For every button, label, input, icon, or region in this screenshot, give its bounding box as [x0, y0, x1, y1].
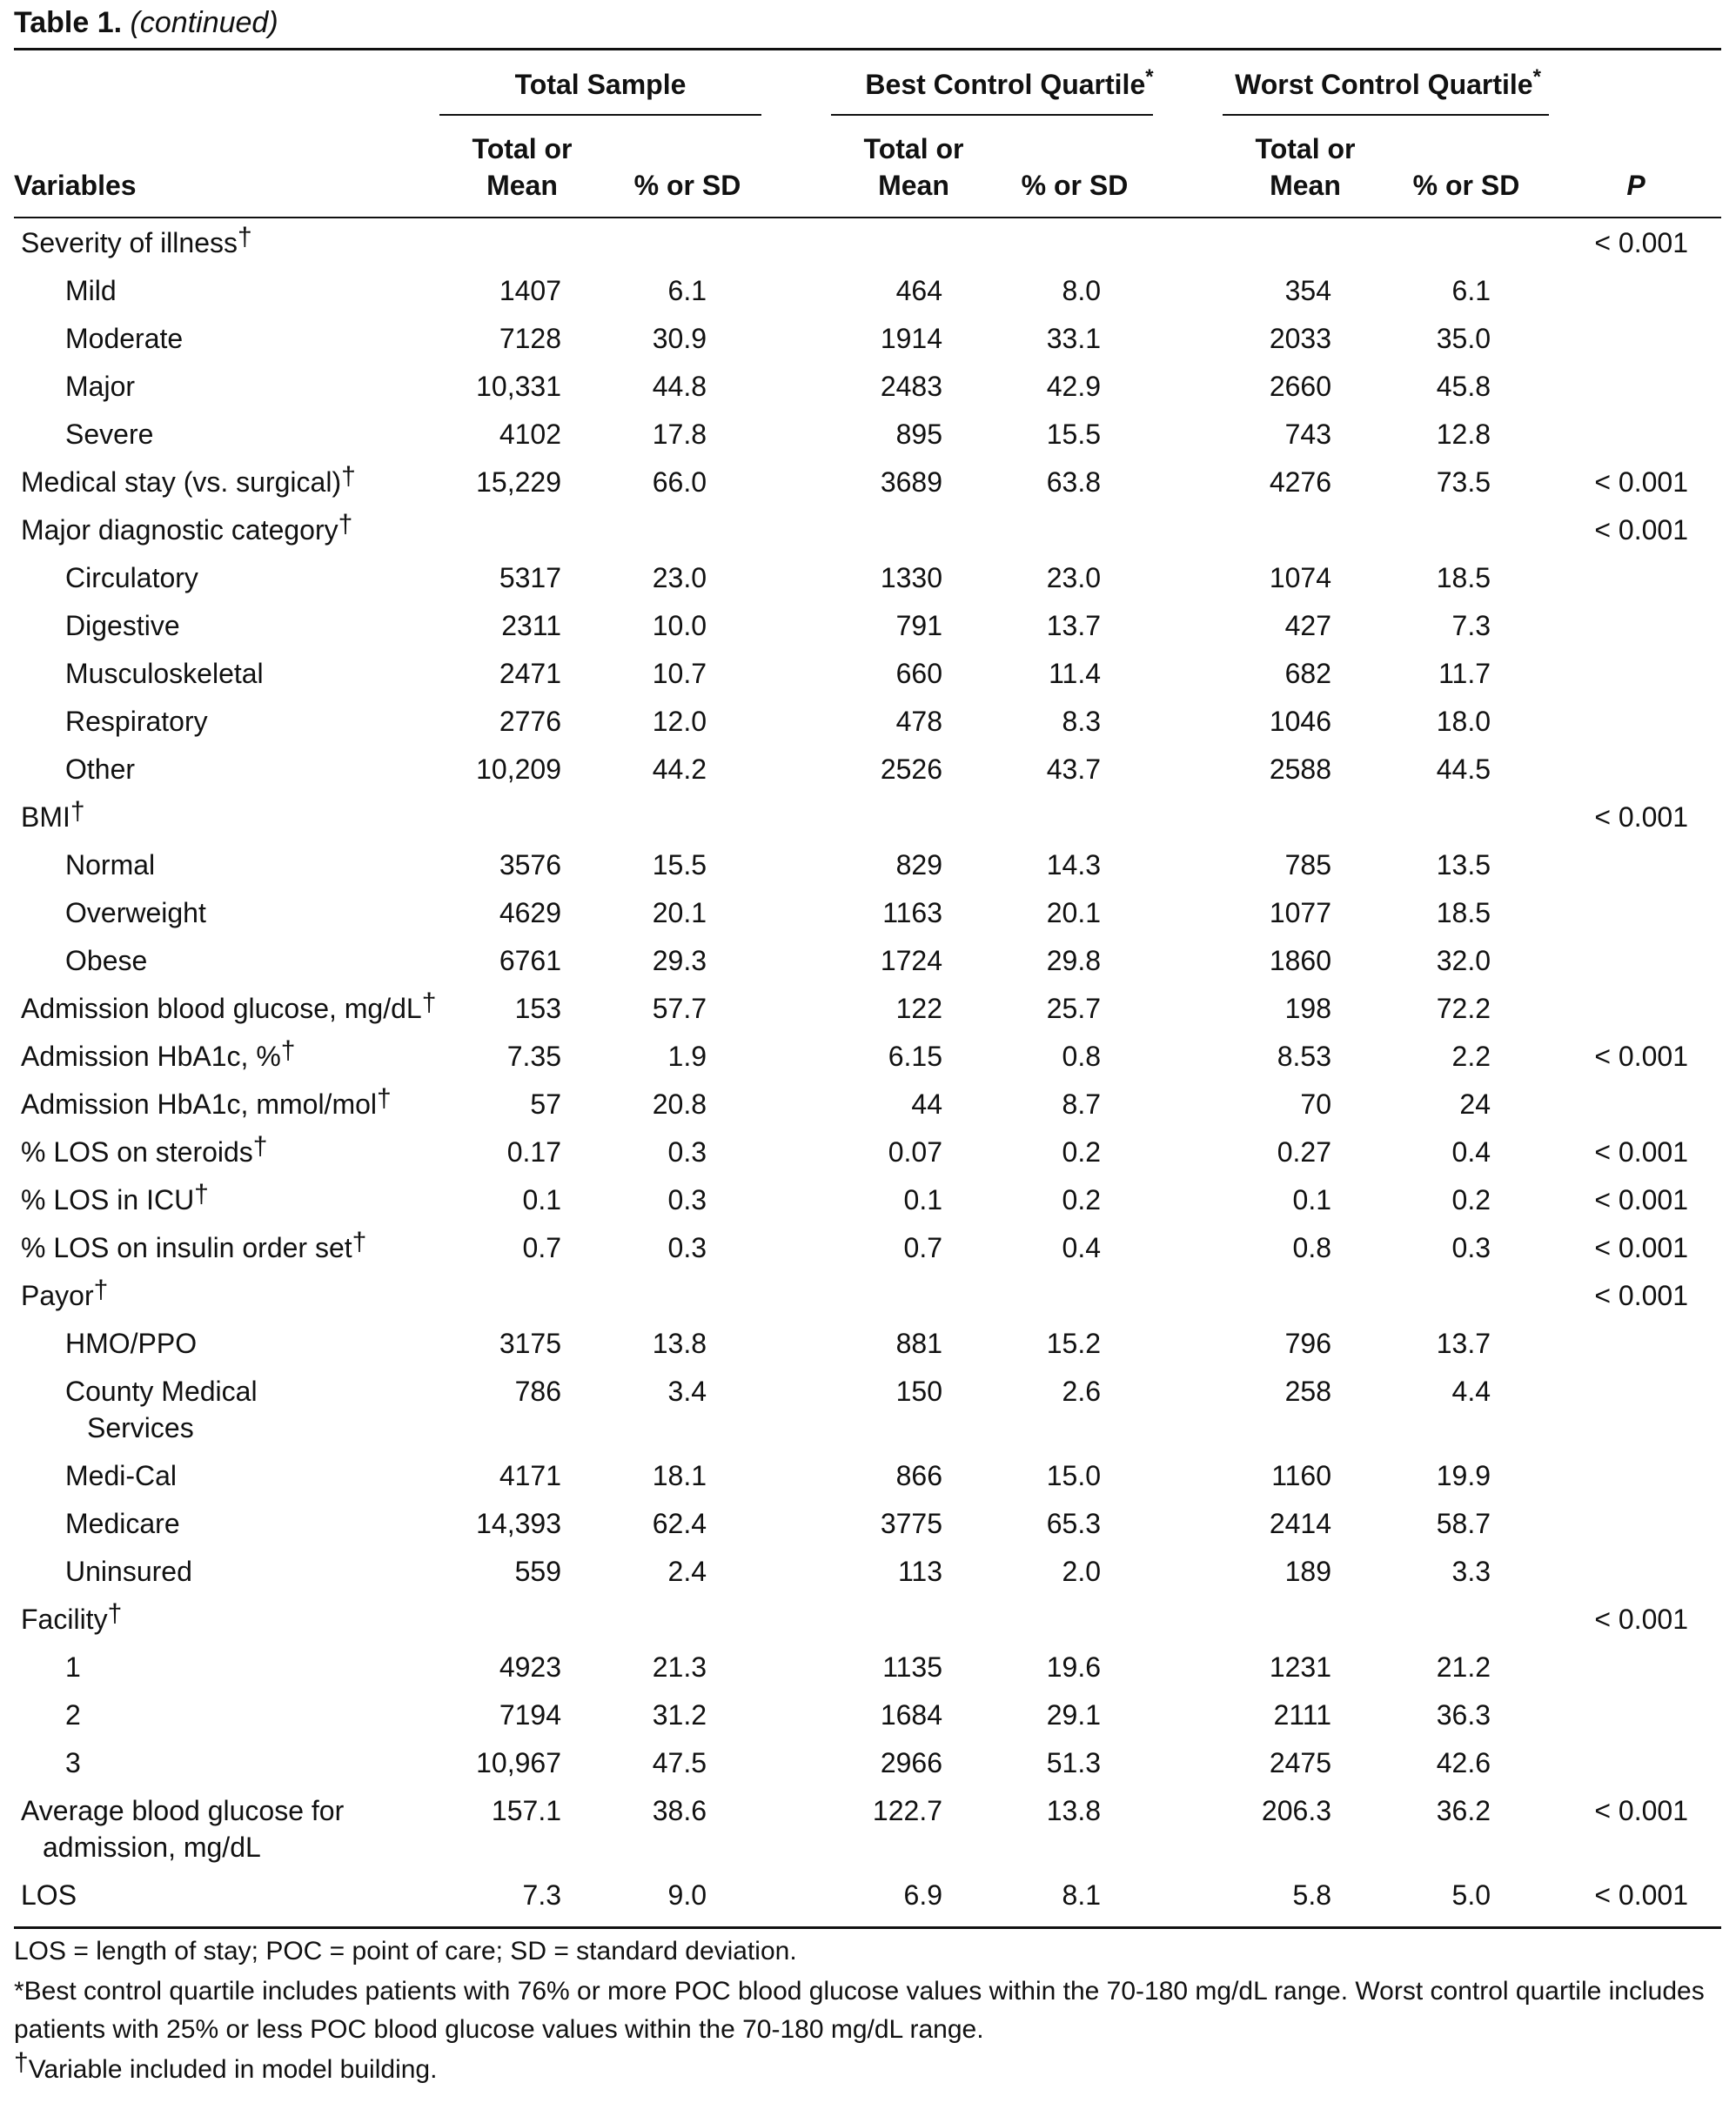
row-label: % LOS on steroids† [21, 1132, 268, 1168]
cell-value: 881 [895, 1328, 942, 1359]
dagger-mark: † [280, 1036, 296, 1065]
cell-value: 1046 [1269, 706, 1331, 737]
cell-p-value: < 0.001 [1594, 227, 1688, 258]
cell-value: 45.8 [1436, 371, 1491, 402]
row-label: % LOS on insulin order set† [21, 1228, 367, 1263]
row-label: BMI† [21, 797, 85, 833]
cell-value: 866 [895, 1460, 942, 1491]
cell-value: 20.1 [652, 897, 707, 928]
cell-value: 427 [1284, 610, 1331, 641]
cell-value: 0.07 [888, 1136, 942, 1168]
cell-value: 464 [895, 275, 942, 306]
cell-value: 660 [895, 658, 942, 689]
cell-value: 7128 [499, 323, 561, 354]
row-label: LOS [21, 1879, 77, 1911]
cell-value: 0.8 [1292, 1232, 1331, 1263]
cell-value: 36.2 [1436, 1795, 1491, 1826]
cell-value: 10,967 [476, 1747, 561, 1778]
cell-value: 2111 [1273, 1699, 1331, 1731]
cell-value: 3689 [880, 466, 942, 498]
cell-value: 0.7 [522, 1232, 561, 1263]
cell-value: 198 [1284, 993, 1331, 1024]
cell-value: 66.0 [652, 466, 707, 498]
cell-value: 8.3 [1062, 706, 1101, 737]
row-label: Medi-Cal [65, 1460, 178, 1491]
cell-value: 14,393 [476, 1508, 561, 1539]
col-header-worst-mean: Total or Mean [1255, 133, 1356, 201]
cell-value: 0.7 [903, 1232, 942, 1263]
cell-p-value: < 0.001 [1594, 1232, 1688, 1263]
row-label: Severe [65, 419, 154, 450]
row-label: HMO/PPO [65, 1328, 198, 1359]
cell-value: 6.1 [1451, 275, 1491, 306]
cell-value: 13.7 [1046, 610, 1101, 641]
cell-value: 44 [911, 1088, 942, 1120]
cell-value: 4102 [499, 419, 561, 450]
cell-value: 796 [1284, 1328, 1331, 1359]
cell-value: 150 [895, 1376, 942, 1407]
cell-value: 58.7 [1436, 1508, 1491, 1539]
row-label: Major diagnostic category† [21, 510, 353, 546]
footnote-abbreviations: LOS = length of stay; POC = point of care; SD = standard deviation. [14, 1937, 797, 1966]
cell-p-value: < 0.001 [1594, 1280, 1688, 1311]
cell-value: 2414 [1269, 1508, 1331, 1539]
cell-value: 113 [897, 1556, 942, 1587]
cell-value: 157.1 [491, 1795, 561, 1826]
group-rule-worst [1223, 114, 1549, 116]
cell-p-value: < 0.001 [1594, 466, 1688, 498]
col-header-best-pct: % or SD [1021, 170, 1129, 201]
cell-value: 0.1 [903, 1184, 942, 1216]
dagger-mark: † [107, 1599, 123, 1628]
cell-value: 29.8 [1046, 945, 1101, 976]
cell-value: 354 [1284, 275, 1331, 306]
cell-p-value: < 0.001 [1594, 514, 1688, 546]
cell-value: 29.3 [652, 945, 707, 976]
cell-value: 559 [514, 1556, 561, 1587]
cell-value: 18.1 [652, 1460, 707, 1491]
cell-value: 15.2 [1046, 1328, 1101, 1359]
cell-value: 18.5 [1436, 897, 1491, 928]
cell-value: 4171 [499, 1460, 561, 1491]
cell-value: 38.6 [652, 1795, 707, 1826]
cell-p-value: < 0.001 [1594, 1041, 1688, 1072]
cell-value: 47.5 [652, 1747, 707, 1778]
cell-value: 4.4 [1451, 1376, 1491, 1407]
cell-value: 153 [514, 993, 561, 1024]
cell-value: 2776 [499, 706, 561, 737]
top-rule [14, 48, 1721, 50]
row-label: Normal [65, 849, 156, 881]
row-label: Uninsured [65, 1556, 192, 1587]
cell-value: 895 [895, 419, 942, 450]
cell-value: 3175 [499, 1328, 561, 1359]
cell-value: 1074 [1269, 562, 1331, 593]
cell-p-value: < 0.001 [1594, 801, 1688, 833]
dagger-mark: † [341, 462, 356, 491]
cell-value: 189 [1284, 1556, 1331, 1587]
cell-p-value: < 0.001 [1594, 1136, 1688, 1168]
dagger-mark: † [377, 1084, 392, 1113]
cell-value: 44.2 [652, 753, 707, 785]
group-rule-best [831, 114, 1153, 116]
cell-value: 11.7 [1438, 658, 1491, 689]
cell-value: 2588 [1269, 753, 1331, 785]
header-rule [14, 217, 1721, 218]
cell-value: 1330 [880, 562, 942, 593]
cell-value: 21.3 [652, 1651, 707, 1683]
row-label: 3 [65, 1747, 81, 1778]
cell-value: 57.7 [652, 993, 707, 1024]
cell-value: 682 [1284, 658, 1331, 689]
cell-value: 20.1 [1046, 897, 1101, 928]
cell-p-value: < 0.001 [1594, 1795, 1688, 1826]
cell-value: 2033 [1269, 323, 1331, 354]
row-label: Musculoskeletal [65, 658, 264, 689]
row-label: Moderate [65, 323, 184, 354]
cell-value: 23.0 [1046, 562, 1101, 593]
cell-value: 20.8 [652, 1088, 707, 1120]
cell-value: 3576 [499, 849, 561, 881]
cell-value: 35.0 [1436, 323, 1491, 354]
cell-value: 13.7 [1436, 1328, 1491, 1359]
cell-value: 7.3 [522, 1879, 561, 1911]
cell-value: 21.2 [1436, 1651, 1491, 1683]
cell-value: 63.8 [1046, 466, 1101, 498]
cell-value: 4923 [499, 1651, 561, 1683]
cell-value: 1914 [880, 323, 942, 354]
cell-value: 0.2 [1062, 1184, 1101, 1216]
cell-value: 6.15 [888, 1041, 942, 1072]
cell-value: 36.3 [1436, 1699, 1491, 1731]
cell-value: 0.3 [667, 1184, 707, 1216]
cell-value: 10,209 [476, 753, 561, 785]
dagger-mark: † [252, 1132, 268, 1161]
cell-value: 12.8 [1436, 419, 1491, 450]
row-label: Admission HbA1c, mmol/mol† [21, 1084, 392, 1120]
row-label: Respiratory [65, 706, 208, 737]
cell-p-value: < 0.001 [1594, 1184, 1688, 1216]
cell-value: 3775 [880, 1508, 942, 1539]
cell-value: 8.7 [1062, 1088, 1101, 1120]
cell-p-value: < 0.001 [1594, 1879, 1688, 1911]
row-label: % LOS in ICU† [21, 1180, 209, 1216]
cell-value: 3.3 [1451, 1556, 1491, 1587]
cell-value: 51.3 [1046, 1747, 1101, 1778]
cell-value: 1860 [1269, 945, 1331, 976]
cell-value: 11.4 [1049, 658, 1101, 689]
cell-value: 785 [1284, 849, 1331, 881]
row-label: 2 [65, 1699, 81, 1731]
cell-value: 18.0 [1436, 706, 1491, 737]
cell-value: 44.5 [1436, 753, 1491, 785]
cell-value: 2.0 [1062, 1556, 1101, 1587]
group-header-total: Total Sample [514, 69, 687, 100]
cell-value: 2471 [499, 658, 561, 689]
cell-value: 73.5 [1436, 466, 1491, 498]
cell-value: 122.7 [872, 1795, 942, 1826]
table-title [14, 5, 278, 40]
cell-value: 13.5 [1436, 849, 1491, 881]
cell-value: 0.4 [1062, 1232, 1101, 1263]
row-label: Severity of illness† [21, 223, 252, 258]
cell-value: 478 [895, 706, 942, 737]
cell-value: 15,229 [476, 466, 561, 498]
cell-value: 2.4 [667, 1556, 707, 1587]
cell-value: 5.8 [1292, 1879, 1331, 1911]
cell-value: 62.4 [652, 1508, 707, 1539]
row-label: Medicare [65, 1508, 180, 1539]
row-label: Average blood glucose for admission, mg/dL [21, 1795, 345, 1863]
cell-value: 0.4 [1451, 1136, 1491, 1168]
dagger-mark: † [93, 1276, 109, 1304]
cell-value: 0.17 [506, 1136, 561, 1168]
row-label: Facility† [21, 1599, 123, 1635]
cell-value: 17.8 [652, 419, 707, 450]
cell-value: 43.7 [1046, 753, 1101, 785]
cell-value: 6.9 [903, 1879, 942, 1911]
cell-value: 19.9 [1436, 1460, 1491, 1491]
cell-value: 0.3 [667, 1136, 707, 1168]
cell-value: 2483 [880, 371, 942, 402]
cell-value: 15.5 [1046, 419, 1101, 450]
group-header-best: Best Control Quartile* [865, 65, 1154, 100]
cell-value: 19.6 [1046, 1651, 1101, 1683]
cell-value: 0.3 [1451, 1232, 1491, 1263]
cell-value: 258 [1284, 1376, 1331, 1407]
dagger-mark: † [338, 510, 353, 539]
cell-value: 3.4 [667, 1376, 707, 1407]
cell-value: 2.2 [1451, 1041, 1491, 1072]
cell-value: 42.9 [1046, 371, 1101, 402]
row-label: County Medical Services [65, 1376, 258, 1443]
cell-value: 2966 [880, 1747, 942, 1778]
cell-value: 829 [895, 849, 942, 881]
cell-value: 9.0 [667, 1879, 707, 1911]
cell-value: 23.0 [652, 562, 707, 593]
col-header-worst-pct: % or SD [1412, 170, 1520, 201]
cell-value: 1724 [880, 945, 942, 976]
cell-value: 5317 [499, 562, 561, 593]
cell-value: 10.7 [652, 658, 707, 689]
col-header-variables: Variables [14, 170, 137, 201]
cell-value: 206.3 [1261, 1795, 1331, 1826]
cell-value: 5.0 [1451, 1879, 1491, 1911]
cell-value: 122 [895, 993, 942, 1024]
col-header-p: P [1626, 170, 1646, 201]
cell-value: 0.3 [667, 1232, 707, 1263]
row-label: Admission blood glucose, mg/dL† [21, 988, 437, 1024]
cell-value: 18.5 [1436, 562, 1491, 593]
cell-value: 1684 [880, 1699, 942, 1731]
row-label: Digestive [65, 610, 180, 641]
col-header-total-pct: % or SD [633, 170, 741, 201]
footnote-quartiles: *Best control quartile includes patients with 76% or more POC blood glucose values within the 70-180 mg/dL range. Worst control quartile includes patients with 25% or less POC blood glucose values within the 70-180 mg/dL range. [14, 1977, 1705, 2044]
cell-value: 8.0 [1062, 275, 1101, 306]
cell-value: 1160 [1271, 1460, 1331, 1491]
cell-value: 8.1 [1062, 1879, 1101, 1911]
cell-value: 29.1 [1046, 1699, 1101, 1731]
cell-value: 8.53 [1277, 1041, 1331, 1072]
cell-value: 25.7 [1046, 993, 1101, 1024]
cell-value: 0.1 [522, 1184, 561, 1216]
cell-value: 10,331 [476, 371, 561, 402]
dagger-mark: † [421, 988, 437, 1017]
cell-value: 6.1 [667, 275, 707, 306]
cell-value: 1407 [499, 275, 561, 306]
cell-value: 1077 [1269, 897, 1331, 928]
dagger-mark: † [194, 1180, 209, 1209]
cell-value: 13.8 [652, 1328, 707, 1359]
cell-value: 7.3 [1451, 610, 1491, 641]
row-label: 1 [65, 1651, 81, 1683]
cell-value: 4629 [499, 897, 561, 928]
dagger-mark: † [14, 2048, 29, 2077]
cell-value: 7194 [499, 1699, 561, 1731]
cell-value: 32.0 [1436, 945, 1491, 976]
row-label: Mild [65, 275, 117, 306]
cell-value: 2526 [880, 753, 942, 785]
table-continued: (continued) [130, 6, 278, 39]
row-label: Obese [65, 945, 148, 976]
row-label: Admission HbA1c, %† [21, 1036, 296, 1072]
cell-value: 65.3 [1046, 1508, 1101, 1539]
cell-value: 33.1 [1046, 323, 1101, 354]
cell-value: 42.6 [1436, 1747, 1491, 1778]
cell-value: 10.0 [652, 610, 707, 641]
row-label: Major [65, 371, 136, 402]
cell-value: 0.27 [1277, 1136, 1331, 1168]
dagger-mark: † [70, 797, 85, 826]
cell-value: 13.8 [1046, 1795, 1101, 1826]
cell-value: 0.1 [1292, 1184, 1331, 1216]
dagger-mark: † [352, 1228, 367, 1256]
cell-value: 1231 [1269, 1651, 1331, 1683]
cell-value: 44.8 [652, 371, 707, 402]
cell-value: 72.2 [1436, 993, 1491, 1024]
cell-value: 6761 [499, 945, 561, 976]
row-label: Circulatory [65, 562, 198, 593]
footnote-dagger: †Variable included in model building. [14, 2048, 438, 2084]
cell-value: 1.9 [667, 1041, 707, 1072]
row-label: Payor† [21, 1276, 109, 1311]
cell-value: 12.0 [652, 706, 707, 737]
cell-value: 2.6 [1062, 1376, 1101, 1407]
cell-value: 2311 [501, 610, 561, 641]
cell-value: 1163 [882, 897, 942, 928]
cell-value: 0.8 [1062, 1041, 1101, 1072]
cell-value: 1135 [882, 1651, 942, 1683]
table-number: Table 1. [14, 6, 123, 39]
group-header-worst: Worst Control Quartile* [1235, 65, 1541, 100]
cell-value: 15.5 [652, 849, 707, 881]
cell-value: 14.3 [1046, 849, 1101, 881]
cell-value: 0.2 [1062, 1136, 1101, 1168]
cell-value: 743 [1284, 419, 1331, 450]
cell-value: 0.2 [1451, 1184, 1491, 1216]
cell-value: 786 [514, 1376, 561, 1407]
row-label: Overweight [65, 897, 206, 928]
cell-value: 2660 [1269, 371, 1331, 402]
cell-value: 57 [530, 1088, 561, 1120]
cell-value: 7.35 [506, 1041, 561, 1072]
cell-value: 70 [1300, 1088, 1331, 1120]
cell-value: 4276 [1269, 466, 1331, 498]
col-header-total-mean: Total or Mean [472, 133, 573, 201]
cell-value: 2475 [1269, 1747, 1331, 1778]
cell-p-value: < 0.001 [1594, 1604, 1688, 1635]
cell-value: 791 [895, 610, 942, 641]
dagger-mark: † [237, 223, 252, 251]
group-rule-total [439, 114, 761, 116]
cell-value: 24 [1459, 1088, 1491, 1120]
cell-value: 15.0 [1046, 1460, 1101, 1491]
row-label: Medical stay (vs. surgical)† [21, 462, 356, 498]
row-label: Other [65, 753, 136, 785]
col-header-best-mean: Total or Mean [863, 133, 964, 201]
cell-value: 31.2 [652, 1699, 707, 1731]
bottom-rule [14, 1926, 1721, 1929]
cell-value: 30.9 [652, 323, 707, 354]
